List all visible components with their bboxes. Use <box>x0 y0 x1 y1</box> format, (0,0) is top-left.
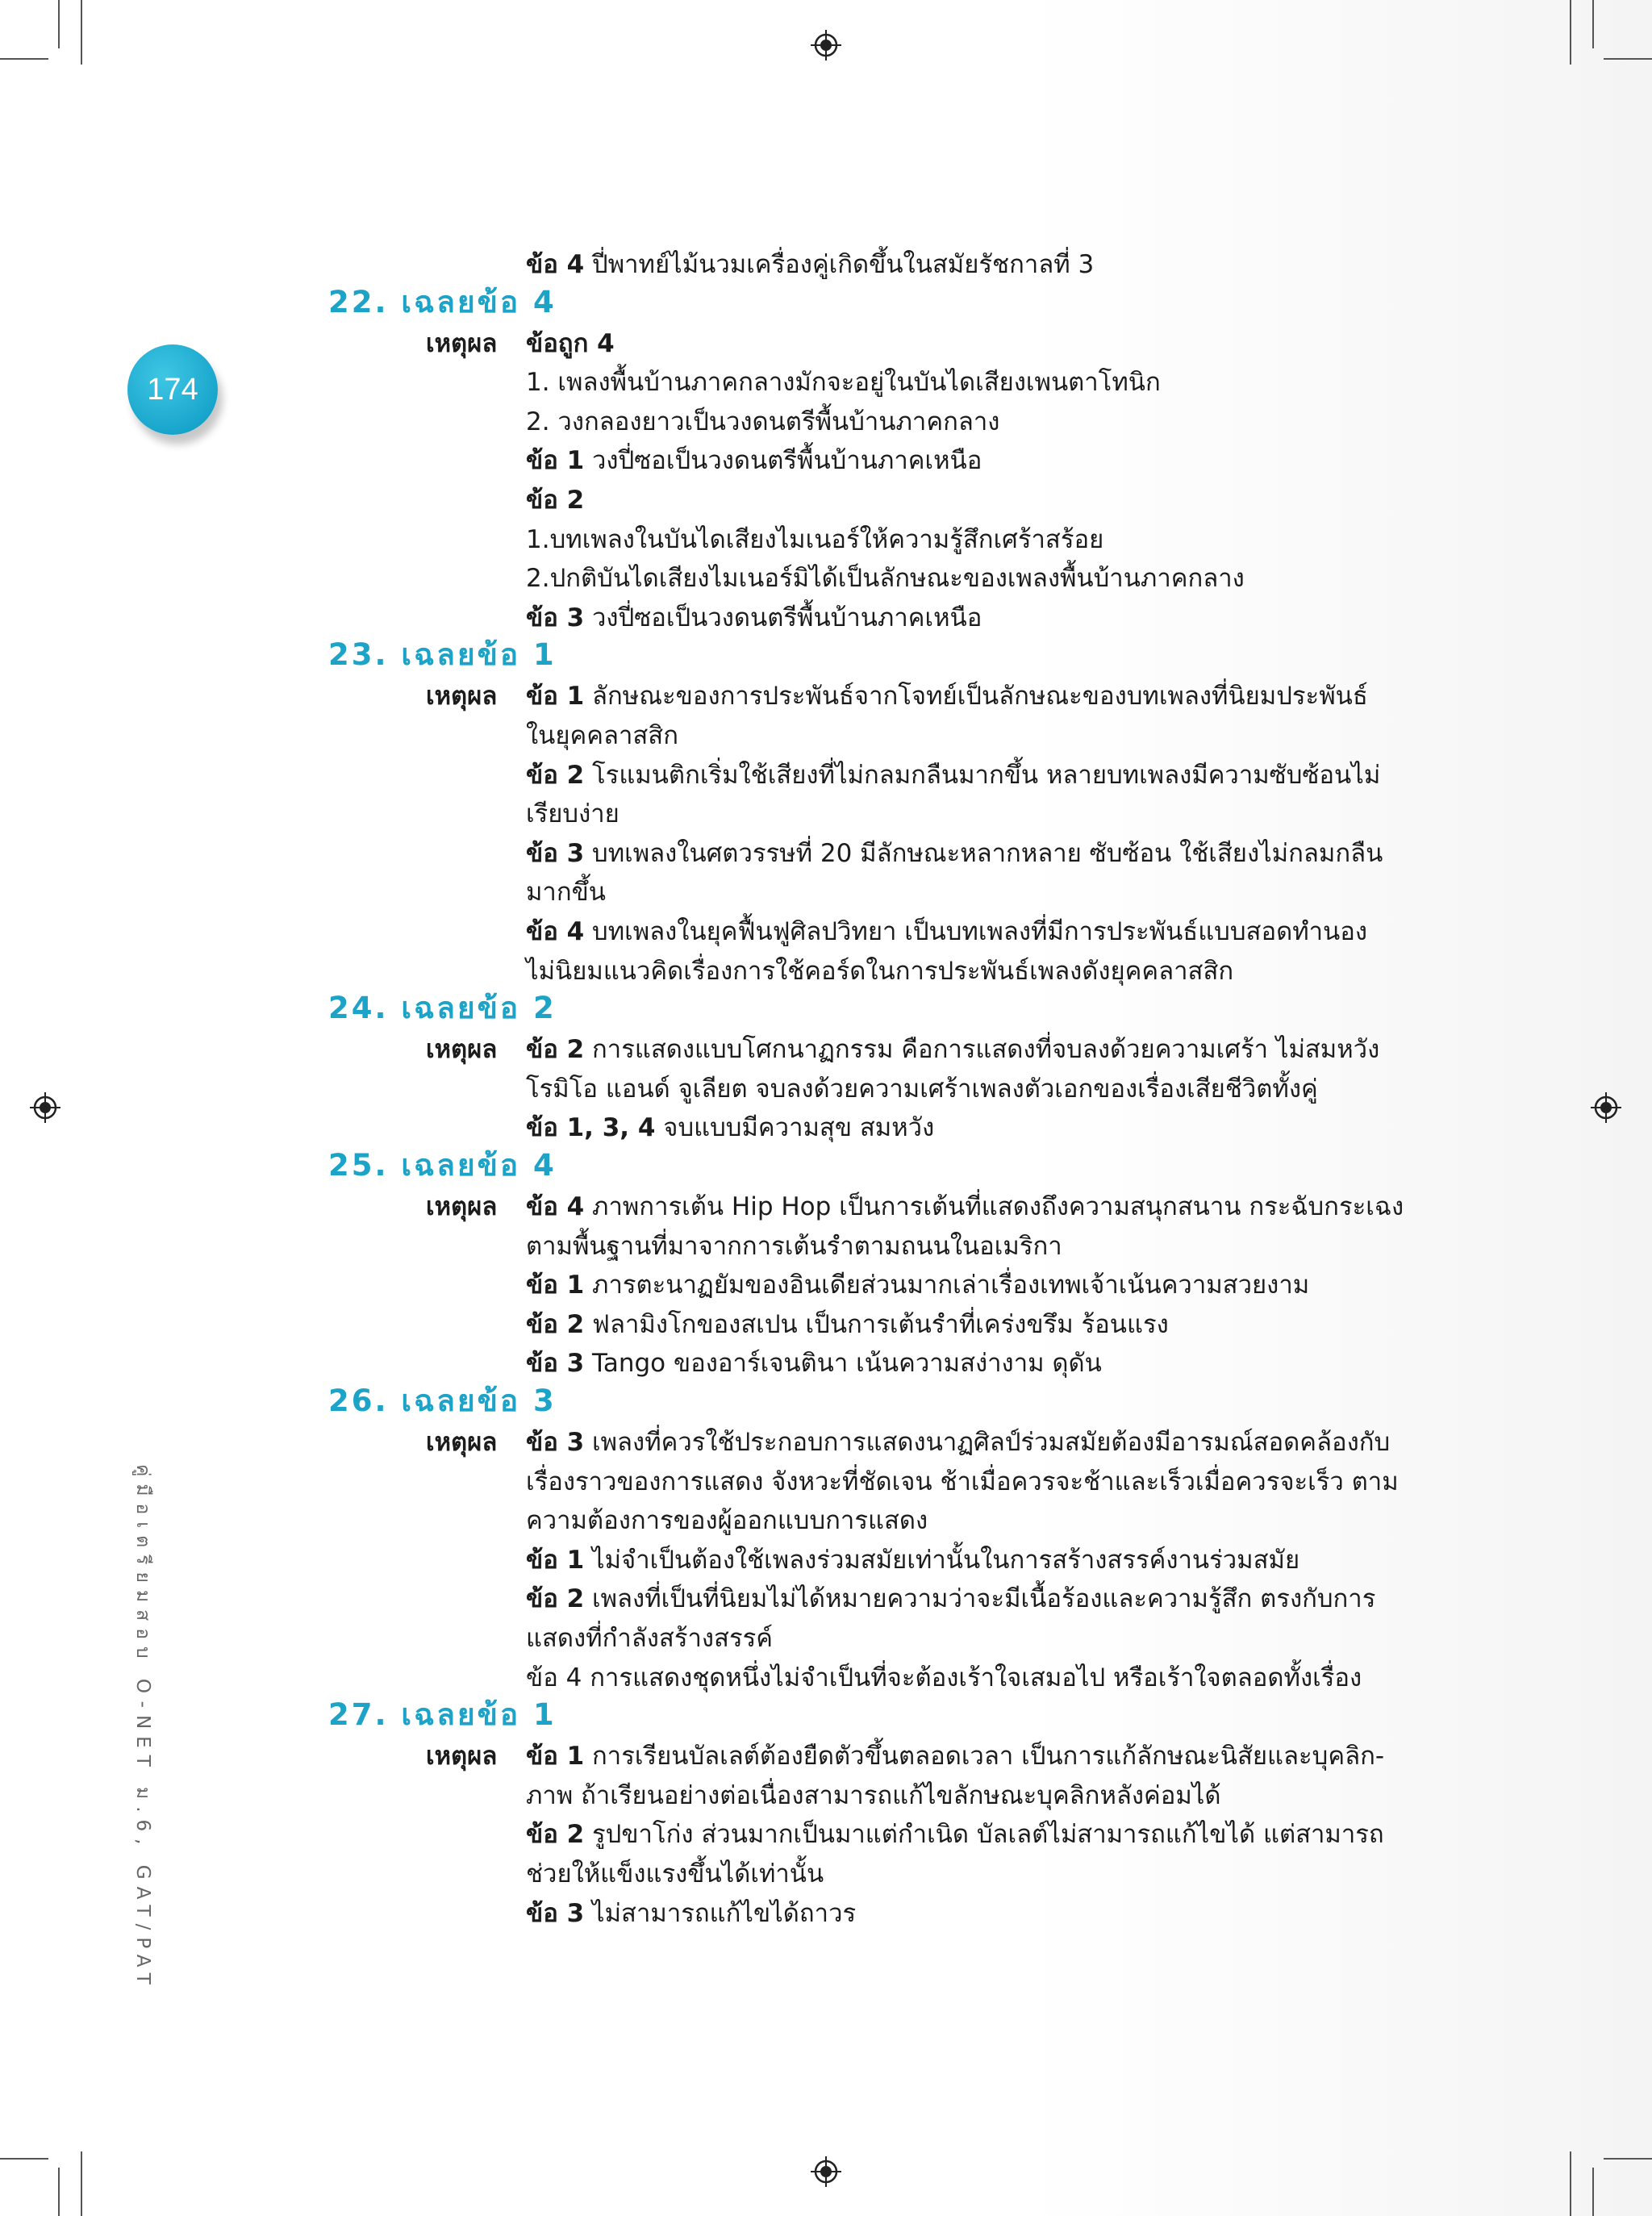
crop-mark <box>1604 58 1652 60</box>
registration-mark-icon <box>1591 1092 1621 1123</box>
answer-line <box>526 1740 1384 1772</box>
explanation-text: มากขึ้น <box>526 878 606 908</box>
crop-mark <box>1570 0 1571 65</box>
answer-line <box>526 248 1094 281</box>
answer-line <box>526 1466 1399 1498</box>
crop-mark <box>81 0 82 65</box>
choice-label: ข้อ 1 <box>526 682 585 712</box>
answer-line <box>526 366 1161 399</box>
reason-label: เหตุผล <box>426 1742 498 1772</box>
choice-label: ข้อ 2 <box>526 486 585 515</box>
answer-line <box>526 837 1383 870</box>
answer-heading: 26. เฉลยข้อ 3 <box>328 1383 557 1418</box>
explanation-text: การแสดงแบบโศกนาฏกรรม คือการแสดงที่จบลงด้วยความเศร้า ไม่สมหวัง <box>584 1035 1380 1065</box>
answer-heading: 24. เฉลยข้อ 2 <box>328 991 557 1026</box>
explanation-text: รูปขาโก่ง ส่วนมากเป็นมาแต่กำเนิด บัลเลต์ไม่สามารถแก้ไขได้ แต่สามารถ <box>584 1820 1384 1850</box>
answer-line <box>526 602 982 634</box>
answer-line <box>526 1308 1169 1341</box>
reason-label: เหตุผล <box>426 328 498 358</box>
answer-line <box>526 680 1368 712</box>
choice-label: ข้อ 3 <box>526 838 585 868</box>
answer-line <box>526 759 1380 791</box>
answer-heading: 27. เฉลยข้อ 1 <box>328 1697 557 1733</box>
explanation-text: ไม่สามารถแก้ไขได้ถาวร <box>584 1898 857 1928</box>
explanation-text: ปี่พาทย์ไม้นวมเครื่องคู่เกิดขึ้นในสมัยรัชกาลที่ 3 <box>584 250 1095 279</box>
choice-label: ข้อ 2 <box>526 1035 585 1065</box>
answer-line <box>526 1504 928 1537</box>
choice-label: ข้อ 4 <box>526 1192 585 1221</box>
answer-line <box>526 955 1233 987</box>
crop-mark <box>1570 2151 1571 2216</box>
answer-line <box>526 1230 1062 1262</box>
choice-label: ข้อ 2 <box>526 1820 585 1850</box>
explanation-text: การเรียนบัลเลต์ต้องยืดตัวขึ้นตลอดเวลา เป็นการแก้ลักษณะนิสัยและบุคลิก- <box>584 1742 1385 1772</box>
answer-line <box>526 1191 1404 1223</box>
explanation-text: ภาพการเต้น Hip Hop เป็นการเต้นที่แสดงถึงความสนุกสนาน กระฉับกระเฉง <box>584 1192 1404 1221</box>
explanation-text: เรื่องราวของการแสดง จังหวะที่ชัดเจน ช้าเมื่อควรจะช้าและเร็วเมื่อควรจะเร็ว ตาม <box>526 1467 1399 1496</box>
answer-heading: 22. เฉลยข้อ 4 <box>328 284 557 319</box>
choice-label: ข้อ 1, 3, 4 <box>526 1113 656 1143</box>
explanation-text: 2. วงกลองยาวเป็นวงดนตรีพื้นบ้านภาคกลาง <box>526 407 1000 436</box>
reason-label: เหตุผล <box>426 682 498 712</box>
explanation-text: ในยุคคลาสสิก <box>526 721 678 750</box>
answer-line <box>526 1347 1102 1379</box>
explanation-text: เพลงที่เป็นที่นิยมไม่ได้หมายความว่าจะมีเนื้อร้องและความรู้สึก ตรงกับการ <box>584 1584 1376 1614</box>
crop-mark <box>1604 2158 1652 2160</box>
crop-mark <box>81 2151 82 2216</box>
explanation-text: ไม่นิยมแนวคิดเรื่องการใช้คอร์ดในการประพันธ์เพลงดังยุคคลาสสิก <box>526 956 1234 986</box>
explanation-text: โรมิโอ แอนด์ จูเลียต จบลงด้วยความเศร้าเพลงตัวเอกของเรื่องเสียชีวิตทั้งคู่ <box>526 1074 1318 1104</box>
explanation-text: ช่วยให้แข็งแรงขึ้นได้เท่านั้น <box>526 1859 824 1888</box>
answer-line <box>526 1662 1362 1694</box>
answer-heading: 25. เฉลยข้อ 4 <box>328 1148 557 1183</box>
crop-mark <box>58 0 60 48</box>
choice-label: ข้อ 2 <box>526 1309 585 1339</box>
crop-mark <box>58 2168 60 2216</box>
answer-line <box>526 1544 1299 1576</box>
book-title-vertical: คู่มือเตรียมสอบ O-NET ม.6, GAT/PAT <box>132 1464 153 1992</box>
explanation-text: จบแบบมีความสุข สมหวัง <box>655 1113 935 1143</box>
answer-heading: 23. เฉลยข้อ 1 <box>328 637 557 673</box>
choice-label: ข้อ 3 <box>526 603 585 632</box>
choice-label: ข้อ 4 <box>526 917 585 946</box>
explanation-text: 1. เพลงพื้นบ้านภาคกลางมักจะอยู่ในบันไดเสียงเพนตาโทนิก <box>526 368 1161 398</box>
answer-line <box>526 1897 856 1930</box>
explanation-text: 2.ปกติบันไดเสียงไมเนอร์มิได้เป็นลักษณะของเพลงพื้นบ้านภาคกลาง <box>526 564 1245 594</box>
answer-line <box>526 1033 1379 1066</box>
reason-label: เหตุผล <box>426 1035 498 1065</box>
answer-line <box>526 720 678 752</box>
explanation-text: โรแมนติกเริ่มใช้เสียงที่ไม่กลมกลืนมากขึ้น หลายบทเพลงมีความซับซ้อนไม่ <box>584 760 1381 790</box>
crop-mark <box>1592 0 1594 48</box>
page-number-badge: 174 <box>127 344 218 435</box>
answer-line <box>526 328 615 360</box>
choice-label: ข้อ 1 <box>526 446 585 476</box>
explanation-text: ภาพ ถ้าเรียนอย่างต่อเนื่องสามารถแก้ไขลักษณะบุคลิกหลังค่อมได้ <box>526 1780 1221 1810</box>
answer-line <box>526 1780 1221 1812</box>
choice-label: ข้อ 1 <box>526 1545 585 1575</box>
choice-label: ข้อ 3 <box>526 1428 585 1457</box>
crop-mark <box>0 58 48 60</box>
choice-label: ข้อถูก 4 <box>526 328 615 358</box>
explanation-text: Tango ของอาร์เจนตินา เน้นความสง่างาม ดุดัน <box>584 1349 1102 1379</box>
explanation-text: วงปี่ซอเป็นวงดนตรีพื้นบ้านภาคเหนือ <box>584 446 982 476</box>
answer-line <box>526 876 606 908</box>
answer-line <box>526 1112 934 1144</box>
answer-line <box>526 524 1103 556</box>
answer-line <box>526 406 999 438</box>
explanation-text: เรียบง่าย <box>526 799 620 829</box>
answer-line <box>526 562 1245 595</box>
choice-label: ข้อ 1 <box>526 1742 585 1772</box>
choice-label: ข้อ 2 <box>526 1584 585 1614</box>
explanation-text: ลักษณะของการประพันธ์จากโจทย์เป็นลักษณะของบทเพลงที่นิยมประพันธ์ <box>584 682 1368 712</box>
choice-label: ข้อ 1 <box>526 1271 585 1300</box>
answer-line <box>526 444 982 477</box>
answer-line <box>526 1858 824 1890</box>
choice-label: ข้อ 2 <box>526 760 585 790</box>
explanation-text: ฟลามิงโกของสเปน เป็นการเต้นรำที่เคร่งขรึม ร้อนแรง <box>584 1309 1169 1339</box>
reason-label: เหตุผล <box>426 1428 498 1457</box>
answer-line <box>526 916 1367 948</box>
explanation-text: ตามพื้นฐานที่มาจากการเต้นรำตามถนนในอเมริกา <box>526 1231 1062 1261</box>
choice-label: ข้อ 4 <box>526 250 585 279</box>
explanation-text: แสดงที่กำลังสร้างสรรค์ <box>526 1624 773 1653</box>
answer-line <box>526 1269 1309 1301</box>
answer-line <box>526 1426 1390 1459</box>
explanation-text: บทเพลงในยุคฟื้นฟูศิลปวิทยา เป็นบทเพลงที่มีการประพันธ์แบบสอดทำนอง <box>584 917 1367 946</box>
explanation-text: ข้อ 4 การแสดงชุดหนึ่งไม่จำเป็นที่จะต้องเร้าใจเสมอไป หรือเร้าใจตลอดทั้งเรื่อง <box>526 1663 1362 1692</box>
choice-label: ข้อ 3 <box>526 1349 585 1379</box>
registration-mark-icon <box>811 2156 841 2187</box>
answer-line <box>526 1073 1318 1105</box>
explanation-text: 1.บทเพลงในบันไดเสียงไมเนอร์ให้ความรู้สึกเศร้าสร้อย <box>526 524 1104 554</box>
answer-line <box>526 1818 1384 1851</box>
registration-mark-icon <box>30 1092 60 1123</box>
explanation-text: ความต้องการของผู้ออกแบบการแสดง <box>526 1506 928 1536</box>
answer-line <box>526 798 620 830</box>
crop-mark <box>0 2158 48 2160</box>
registration-mark-icon <box>811 30 841 61</box>
reason-label: เหตุผล <box>426 1192 498 1221</box>
choice-label: ข้อ 3 <box>526 1898 585 1928</box>
answer-line <box>526 484 584 516</box>
explanation-text: ภารตะนาฏยัมของอินเดียส่วนมากเล่าเรื่องเทพเจ้าเน้นความสวยงาม <box>584 1271 1310 1300</box>
answer-line <box>526 1583 1375 1615</box>
crop-mark <box>1592 2168 1594 2216</box>
explanation-text: บทเพลงในศตวรรษที่ 20 มีลักษณะหลากหลาย ซับซ้อน ใช้เสียงไม่กลมกลืน <box>584 838 1383 868</box>
explanation-text: ไม่จำเป็นต้องใช้เพลงร่วมสมัยเท่านั้นในการสร้างสรรค์งานร่วมสมัย <box>584 1545 1300 1575</box>
explanation-text: วงปี่ซอเป็นวงดนตรีพื้นบ้านภาคเหนือ <box>584 603 982 632</box>
answer-line <box>526 1622 773 1655</box>
explanation-text: เพลงที่ควรใช้ประกอบการแสดงนาฏศิลป์ร่วมสมัยต้องมีอารมณ์สอดคล้องกับ <box>584 1428 1391 1457</box>
